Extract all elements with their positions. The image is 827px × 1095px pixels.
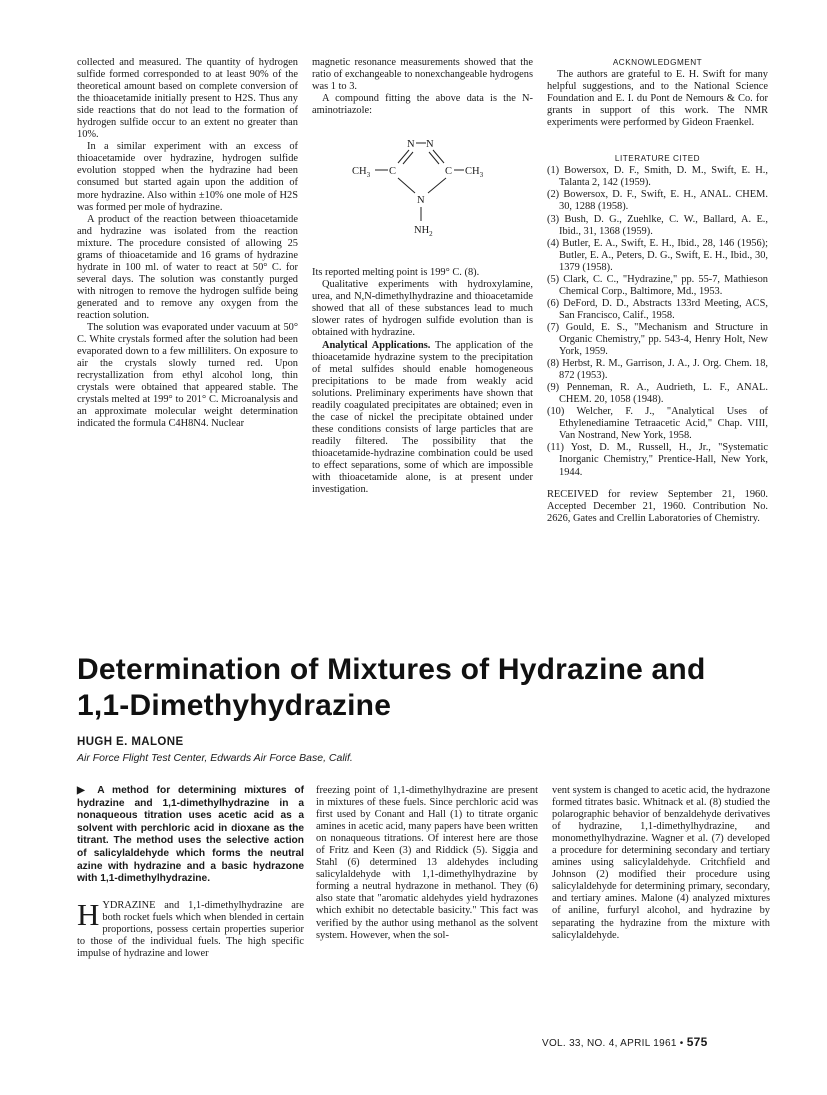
reference-item: (4) Butler, E. A., Swift, E. H., Ibid., 28, 146 (1956); Butler, E. A., Peters, D. G., Swift, E. H., Ibid., 30, 1379 (1958). [547,237,768,273]
svg-text:NH2: $NH_2$ [414,225,433,239]
run-in-heading: Analytical Applications. [322,339,431,351]
ch3-right: CH [465,166,480,178]
drop-cap: H [77,896,100,932]
article-title-line-2: 1,1-Dimethyhydrazine [77,689,392,722]
paragraph: freezing point of 1,1-dimethylhydrazine are present in mixtures of these fuels. Since perchloric acid was first used by Conant and Hall (1) to titrate organic amines in acetic acid, many papers have been written on nonaqueous titrations. Of interest here are those of Fritz and Keen (3) and Riddick (5). Siggia and Stahl (6) determined 13 aldehydes including salicylaldehyde with 1,1-dimethylhydrazine by forming a neutral hydrazone in methanol. They (6) also state that "aromatic aldehydes yield hydrazones which exhibit no detectable basicity." This fact was verified by the author using methanol as the solvent system. However, when the sol- [316,785,538,941]
atom-c-right: C [445,166,453,178]
received-note: RECEIVED for review September 21, 1960. Accepted December 21, 1960. Contribution No. 2626, Gates and Crellin Laboratories of Chemistry. [547,488,768,524]
atom-n-bottom: N [417,195,425,207]
bond-line [428,178,446,193]
author-affiliation: Air Force Flight Test Center, Edwards Air Force Base, Calif. [77,752,353,764]
atom-n-left: N [407,139,415,151]
paragraph: collected and measured. The quantity of hydrogen sulfide formed corresponded to at least 90% of the theoretical amount based on complete conversion of the thioacetamide initially present to H2S. Thus any side reactions that do not lead to the formation of hydrogen sulfide occur to an extent no greater than 10%. [77,57,298,141]
bottom-column-1 [77,785,304,960]
paragraph: A compound fitting the above data is the N-aminotriazole: [312,93,533,117]
ch3-left: CH [352,166,367,178]
acknowledgment-heading: ACKNOWLEDGMENT [612,58,703,67]
nh2-group: NH [414,225,430,237]
aminotriazole-structure [312,133,533,253]
top-column-3 [547,57,768,525]
atom-n-right: N [426,139,434,151]
reference-item: (11) Yost, D. M., Russell, H., Jr., "Systematic Inorganic Chemistry," Prentice-Hall, New York, 1944. [547,442,768,478]
bottom-column-2 [316,785,538,942]
top-column-2 [312,57,533,496]
paragraph: A product of the reaction between thioacetamide and hydrazine was isolated from the reaction mixture. The procedure consisted of allowing 25 grams of thioacetamide and 16 grams of hydrazine hydrate in 100 ml. of water to react at 50° C. for several days. The solution was constantly purged with nitrogen to remove the hydrogen sulfide being generated and to remove any oxygen from the reaction solution. [77,213,298,321]
article-title [77,652,777,724]
article-title-line-1: Determination of Mixtures of Hydrazine and [77,653,706,686]
reference-item: (9) Penneman, R. A., Audrieth, L. F., ANAL. CHEM. 20, 1058 (1948). [547,382,768,406]
paragraph: The solution was evaporated under vacuum at 50° C. White crystals formed after the solution had been evaporated down to a few milliliters. On exposure to air the crystals slowly turned red. Upon recrystallization from ethyl alcohol long, thin crystals were obtained that appeared stable. The crystals melted at 199° to 201° C. Microanalysis and an approximate molecular weight determination indicated the formula C4H8N4. Nuclear [77,322,298,430]
reference-item: (3) Bush, D. G., Zuehlke, C. W., Ballard, A. E., Ibid., 31, 1368 (1959). [547,213,768,237]
paragraph: vent system is changed to acetic acid, the hydrazone formed titrates basic. Whitnack et al. (8) studied the polarographic behavior of benzaldehyde derivatives of hydrazine, 1,1-dimethylhydrazine, and monomethylhydrazine. Wagner et al. (7) developed a procedure for determining secondary and tertiary amines using salicylaldehyde. Critchfield and Johnson (2) modified their procedure using salicylaldehyde for determining primary, secondary, and tertiary amines. Malone (4) analyzed mixtures of aniline, furfuryl alcohol, and hydrazine by separating the hydrazine from the mixture with salicylaldehyde. [552,785,770,941]
page-number: 575 [686,1035,708,1049]
bond-line [433,150,444,163]
author-name: HUGH E. MALONE [77,736,184,748]
reference-item: (5) Clark, C. C., "Hydrazine," pp. 55-7, Mathieson Chemical Corp., Baltimore, Md., 1953. [547,273,768,297]
page-footer [542,1035,708,1049]
bond-line [398,150,409,163]
svg-text:CH3: $CH_3$ [352,166,371,180]
intro-text: YDRAZINE and 1,1-dimethylhydrazine are both rocket fuels which when blended in certain proportions, possess certain properties superior to those of the individual fuels. The high specific impulse of hydrazine and lower [77,899,304,959]
bond-line [403,152,413,164]
reference-list [547,165,768,478]
svg-text:CH3: $CH_3$ [465,166,484,180]
literature-cited-heading: LITERATURE CITED [614,154,701,164]
acknowledgment-text: The authors are grateful to E. H. Swift for many helpful suggestions, and to the National Science Foundation and E. I. du Pont de Nemours & Co. for grants in support of this work. The NMR experiments were performed by Gideon Fraenkel. [547,69,768,129]
atom-c-left: C [389,166,397,178]
paragraph: Analytical Applications. The application of the thioacetamide hydrazine system to the precipitation of metal sulfides should enable homogeneous precipitations to be made from weakly acid solutions. Preliminary experiments have shown that readily coagulated precipitates are obtained; even in the case of nickel the precipitate obtained under these conditions consists of large particles that are readily filtered. The possibility that the thioacetamide-hydrazine combination could be used to effect separations, some of which are impossible with thioacetamide alone, is at present under investigation. [312,339,533,496]
top-column-1 [77,57,298,430]
reference-item: (8) Herbst, R. M., Garrison, J. A., J. Org. Chem. 18, 872 (1953). [547,358,768,382]
bottom-column-3 [552,785,770,942]
paragraph: Qualitative experiments with hydroxylamine, urea, and N,N-dimethylhydrazine and thioacetamide showed that all of these substances lead to much slower rates of hydrogen sulfide evolution than is obtained with hydrazine. [312,279,533,339]
reference-item: (2) Bowersox, D. F., Swift, E. H., ANAL. CHEM. 30, 1288 (1958). [547,189,768,213]
reference-item: (6) DeFord, D. D., Abstracts 133rd Meeting, ACS, San Francisco, Calif., 1958. [547,297,768,321]
reference-item: (7) Gould, E. S., "Mechanism and Structure in Organic Chemistry," pp. 543-4, Henry Holt, New York, 1959. [547,321,768,358]
paragraph: magnetic resonance measurements showed that the ratio of exchangeable to nonexchangeable hydrogens was 1 to 3. [312,57,533,93]
bond-line [398,178,415,193]
reference-item: (1) Bowersox, D. F., Smith, D. M., Swift, E. H., Talanta 2, 142 (1959). [547,165,768,189]
volume-info: VOL. 33, NO. 4, APRIL 1961 • [542,1038,684,1049]
reference-item: (10) Welcher, F. J., "Analytical Uses of Ethylenediamine Tetraacetic Acid," Chap. VIII, Van Nostrand, New York, 1958. [547,406,768,442]
bond-line [429,152,439,164]
abstract: ▶ A method for determining mixtures of hydrazine and 1,1-dimethylhydrazine in a nonaqueous titration uses acetic acid as a solvent with perchloric acid in dioxane as the titrant. The method uses the selective action of salicylaldehyde which forms the neutral azine with hydrazine and a basic hydrazone with 1,1-dimethylhydrazine. [77,785,304,885]
paragraph: Its reported melting point is 199° C. (8). [312,267,480,279]
introduction [77,896,304,960]
paragraph: In a similar experiment with an excess of thioacetamide over hydrazine, hydrogen sulfide evolution stopped when the hydrazine had been consumed but started again upon the addition of more hydrazine. Also within ±10% one mole of H2S was formed per mole of hydrazine. [77,141,298,213]
